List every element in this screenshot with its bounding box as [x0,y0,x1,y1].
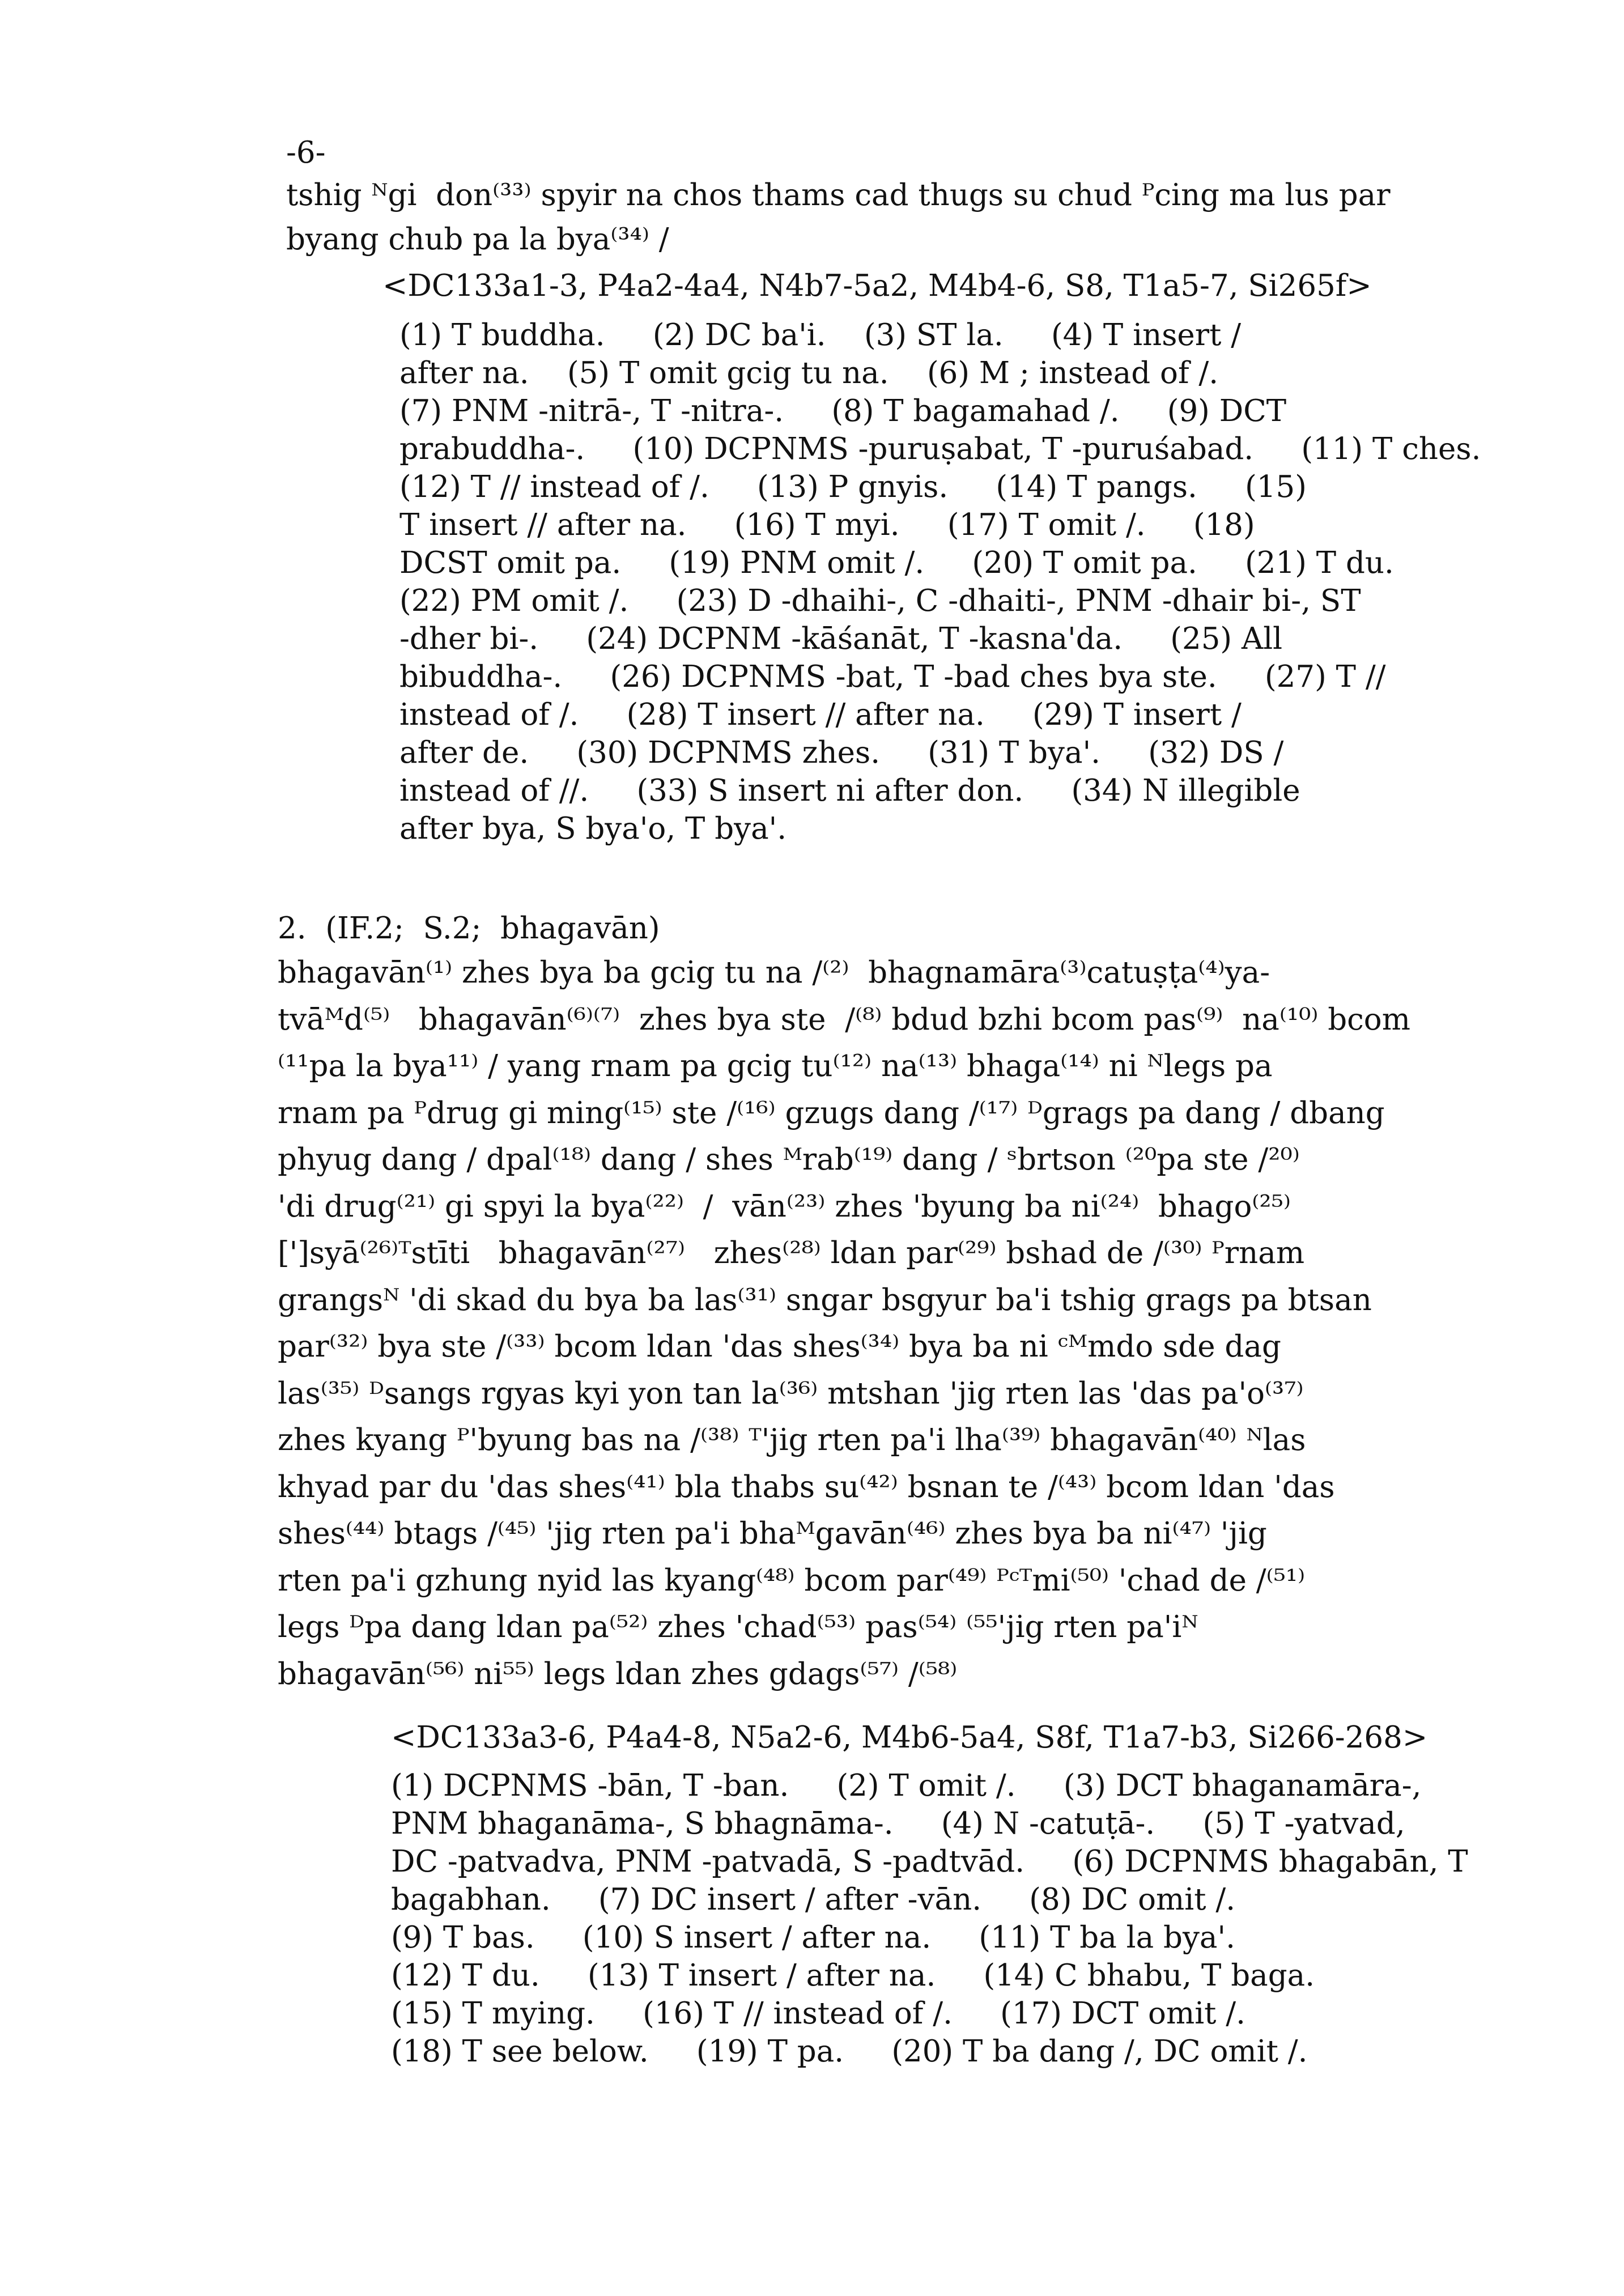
passage-2-line: grangsᴺ 'di skad du bya ba las⁽³¹⁾ sngar bsgyur ba'i tshig grags pa btsan [278,1282,1372,1317]
passage-2-line: las⁽³⁵⁾ ᴰsangs rgyas kyi yon tan la⁽³⁶⁾ mtshan 'jig rten las 'das pa'o⁽³⁷⁾ [278,1376,1304,1411]
passage-2-line: ⁽¹¹pa la bya¹¹⁾ / yang rnam pa gcig tu⁽¹²⁾ na⁽¹³⁾ bhaga⁽¹⁴⁾ ni ᴺlegs pa [278,1049,1273,1083]
passage-2-note-line: (1) DCPNMS -bān, T -ban. (2) T omit /. (3) DCT bhaganamāra-, [391,1768,1422,1803]
passage-2-line: rten pa'i gzhung nyid las kyang⁽⁴⁸⁾ bcom par⁽⁴⁹⁾ ᴾᶜᵀmi⁽⁵⁰⁾ 'chad de /⁽⁵¹⁾ [278,1563,1306,1598]
section-heading: 2. (IF.2; S.2; bhagavān) [278,911,660,946]
passage-2-line: shes⁽⁴⁴⁾ btags /⁽⁴⁵⁾ 'jig rten pa'i bhaᴹgavān⁽⁴⁶⁾ zhes bya ba ni⁽⁴⁷⁾ 'jig [278,1516,1267,1551]
passage-2-source: <DC133a3-6, P4a4-8, N5a2-6, M4b6-5a4, S8f, T1a7-b3, Si266-268> [391,1720,1428,1755]
passage-1-note-line: bibuddha-. (26) DCPNMS -bat, T -bad ches bya ste. (27) T // [399,660,1386,694]
passage-1-note-line: DCST omit pa. (19) PNM omit /. (20) T omit pa. (21) T du. [399,546,1394,580]
passage-2-line: khyad par du 'das shes⁽⁴¹⁾ bla thabs su⁽⁴²⁾ bsnan te /⁽⁴³⁾ bcom ldan 'das [278,1469,1335,1504]
passage-2-note-line: bagabhan. (7) DC insert / after -vān. (8) DC omit /. [391,1882,1236,1917]
passage-2-line: bhagavān⁽¹⁾ zhes bya ba gcig tu na /⁽²⁾ bhagnamāra⁽³⁾catuṣṭa⁽⁴⁾ya- [278,955,1270,990]
passage-2-line: tvāᴹd⁽⁵⁾ bhagavān⁽⁶⁾⁽⁷⁾ zhes bya ste /⁽⁸⁾ bdud bzhi bcom pas⁽⁹⁾ na⁽¹⁰⁾ bcom [278,1002,1410,1037]
passage-2-line: [']syā⁽²⁶⁾ᵀstīti bhagavān⁽²⁷⁾ zhes⁽²⁸⁾ ldan par⁽²⁹⁾ bshad de /⁽³⁰⁾ ᴾrnam [278,1236,1305,1270]
passage-1-note-line: -dher bi-. (24) DCPNM -kāśanāt, T -kasna'da. (25) All [399,622,1283,656]
passage-2-note-line: (18) T see below. (19) T pa. (20) T ba dang /, DC omit /. [391,2034,1308,2069]
passage-2-line: zhes kyang ᴾ'byung bas na /⁽³⁸⁾ ᵀ'jig rten pa'i lha⁽³⁹⁾ bhagavān⁽⁴⁰⁾ ᴺlas [278,1423,1306,1457]
passage-1-note-line: (12) T // instead of /. (13) P gnyis. (14) T pangs. (15) [399,470,1307,504]
passage-2-line: bhagavān⁽⁵⁶⁾ ni⁵⁵⁾ legs ldan zhes gdags⁽⁵⁷⁾ /⁽⁵⁸⁾ [278,1656,958,1691]
passage-1-note-line: instead of //. (33) S insert ni after don. (34) N illegible [399,773,1300,808]
passage-1-source: <DC133a1-3, P4a2-4a4, N4b7-5a2, M4b4-6, S8, T1a5-7, Si265f> [382,269,1372,303]
passage-2-line: par⁽³²⁾ bya ste /⁽³³⁾ bcom ldan 'das shes⁽³⁴⁾ bya ba ni ᶜᴹmdo sde dag [278,1329,1281,1364]
passage-2-note-line: PNM bhaganāma-, S bhagnāma-. (4) N -catuṭā-. (5) T -yatvad, [391,1806,1405,1841]
passage-2-line: 'di drug⁽²¹⁾ gi spyi la bya⁽²²⁾ / vān⁽²³⁾ zhes 'byung ba ni⁽²⁴⁾ bhago⁽²⁵⁾ [278,1189,1291,1224]
passage-1-note-line: prabuddha-. (10) DCPNMS -puruṣabat, T -puruśabad. (11) T ches. [399,432,1481,466]
passage-1-note-line: T insert // after na. (16) T myi. (17) T omit /. (18) [399,508,1255,542]
page-number: -6- [286,135,326,170]
passage-1-note-line: (1) T buddha. (2) DC ba'i. (3) ST la. (4) T insert / [399,318,1242,352]
passage-2-note-line: DC -patvadva, PNM -patvadā, S -padtvād. (6) DCPNMS bhagabān, T [391,1844,1468,1879]
passage-1-note-line: after na. (5) T omit gcig tu na. (6) M ; instead of /. [399,356,1219,390]
passage-2-note-line: (15) T mying. (16) T // instead of /. (17) DCT omit /. [391,1996,1246,2031]
passage-1-note-line: after de. (30) DCPNMS zhes. (31) T bya'. (32) DS / [399,735,1284,770]
passage-2-line: phyug dang / dpal⁽¹⁸⁾ dang / shes ᴹrab⁽¹⁹⁾ dang / ˢbrtson ⁽²⁰pa ste /²⁰⁾ [278,1142,1300,1177]
passage-2-line: legs ᴰpa dang ldan pa⁽⁵²⁾ zhes 'chad⁽⁵³⁾ pas⁽⁵⁴⁾ ⁽⁵⁵'jig rten pa'iᴺ [278,1610,1198,1644]
passage-1-line: byang chub pa la bya⁽³⁴⁾ / [286,222,669,257]
passage-2-note-line: (12) T du. (13) T insert / after na. (14) C bhabu, T baga. [391,1958,1315,1993]
passage-1-note-line: (22) PM omit /. (23) D -dhaihi-, C -dhaiti-, PNM -dhair bi-, ST [399,584,1361,618]
passage-1-note-line: instead of /. (28) T insert // after na. (29) T insert / [399,698,1242,732]
passage-1-line: tshig ᴺgi don⁽³³⁾ spyir na chos thams cad thugs su chud ᴾcing ma lus par [286,178,1391,212]
passage-1-note-line: after bya, S bya'o, T bya'. [399,811,787,846]
passage-2-note-line: (9) T bas. (10) S insert / after na. (11) T ba la bya'. [391,1920,1235,1955]
passage-1-note-line: (7) PNM -nitrā-, T -nitra-. (8) T bagamahad /. (9) DCT [399,394,1287,428]
passage-2-line: rnam pa ᴾdrug gi ming⁽¹⁵⁾ ste /⁽¹⁶⁾ gzugs dang /⁽¹⁷⁾ ᴰgrags pa dang / dbang [278,1095,1385,1130]
